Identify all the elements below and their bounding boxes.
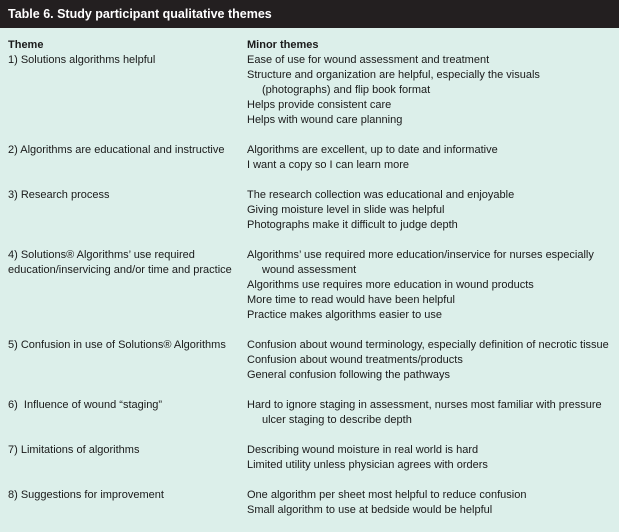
minor-theme: Ease of use for wound assessment and treatment (247, 54, 490, 66)
table-row (8, 143, 611, 173)
minor-theme: Practice makes algorithms easier to use (247, 309, 443, 321)
minor-themes-cell (247, 488, 611, 518)
minor-theme: Structure and organization are helpful, especially the visuals (photographs) and flip book format (247, 69, 540, 96)
minor-theme: The research collection was educational and enjoyable (247, 189, 515, 201)
minor-themes-cell (247, 338, 611, 383)
minor-themes-cell (247, 248, 611, 323)
minor-theme: One algorithm per sheet most helpful to reduce confusion (247, 489, 527, 501)
minor-themes-cell (247, 443, 611, 473)
table-row (8, 443, 611, 473)
minor-themes-cell (247, 143, 611, 173)
minor-theme: Giving moisture level in slide was helpful (247, 204, 445, 216)
table-title: Table 6. Study participant qualitative themes (0, 0, 619, 28)
minor-theme: Helps with wound care planning (247, 114, 403, 126)
minor-themes-cell (247, 53, 611, 128)
theme-cell: 7) Limitations of algorithms (8, 444, 140, 456)
minor-theme: Confusion about wound treatments/products (247, 354, 463, 366)
table-row (8, 188, 611, 233)
table-row (8, 248, 611, 323)
minor-themes-cell (247, 188, 611, 233)
header-row (8, 28, 611, 53)
minor-theme: Photographs make it difficult to judge depth (247, 219, 458, 231)
minor-theme: Hard to ignore staging in assessment, nurses most familiar with pressure ulcer staging to describe depth (247, 399, 602, 426)
minor-theme: Helps provide consistent care (247, 99, 392, 111)
minor-theme: More time to read would have been helpful (247, 294, 455, 306)
theme-column-header: Theme (8, 39, 44, 51)
theme-cell: 5) Confusion in use of Solutions® Algorithms (8, 339, 226, 351)
theme-cell: 1) Solutions algorithms helpful (8, 54, 156, 66)
minor-theme: Small algorithm to use at bedside would be helpful (247, 504, 493, 516)
minor-theme: Limited utility unless physician agrees with orders (247, 459, 488, 471)
table-row (8, 53, 611, 128)
minor-themes-cell (247, 398, 611, 428)
theme-cell: 8) Suggestions for improvement (8, 489, 164, 501)
minor-theme: Describing wound moisture in real world is hard (247, 444, 479, 456)
theme-cell: 6) Influence of wound “staging” (8, 399, 163, 411)
minor-theme: Algorithms use requires more education in wound products (247, 279, 534, 291)
minor-theme: Confusion about wound terminology, especially definition of necrotic tissue (247, 339, 609, 351)
table-body (0, 28, 619, 518)
theme-cell: 2) Algorithms are educational and instructive (8, 144, 225, 156)
theme-cell: 3) Research process (8, 189, 110, 201)
minor-theme: I want a copy so I can learn more (247, 159, 410, 171)
table-row (8, 398, 611, 428)
table-row (8, 488, 611, 518)
minor-themes-column-header: Minor themes (247, 39, 319, 51)
minor-theme: General confusion following the pathways (247, 369, 451, 381)
minor-theme: Algorithms’ use required more education/inservice for nurses especially wound assessment (247, 249, 594, 276)
table-row (8, 338, 611, 383)
theme-cell: 4) Solutions® Algorithms’ use required education/inservicing and/or time and practice (8, 249, 232, 276)
minor-theme: Algorithms are excellent, up to date and informative (247, 144, 498, 156)
